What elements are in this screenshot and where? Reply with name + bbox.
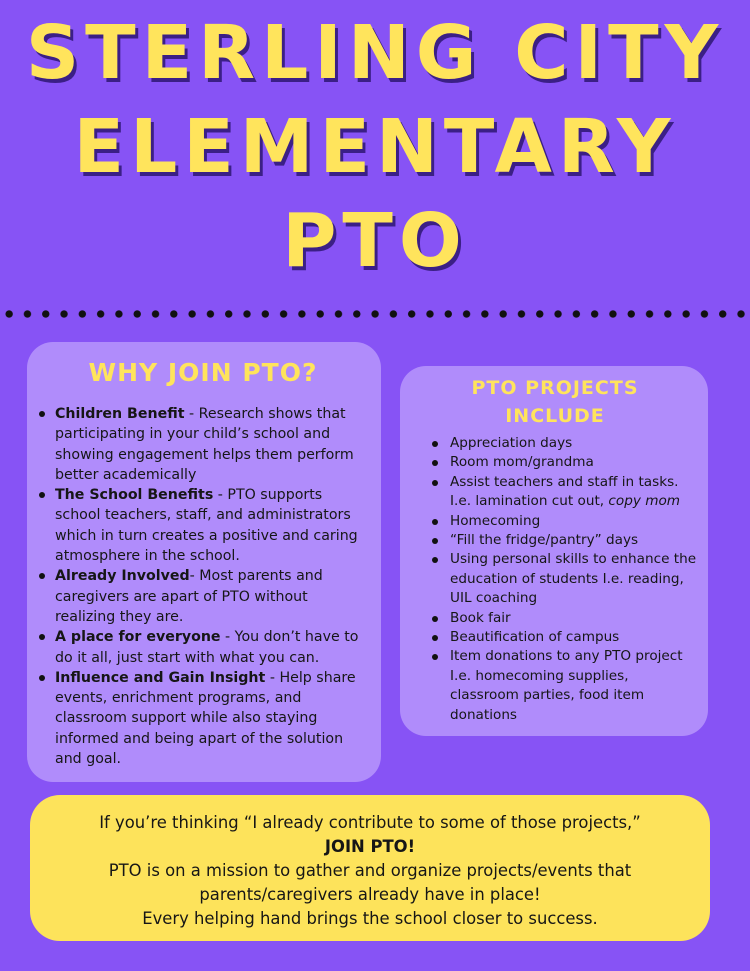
callout-join-pto: JOIN PTO! xyxy=(324,837,416,856)
list-item: Room mom/grandma xyxy=(410,453,700,472)
why-join-list xyxy=(35,404,371,769)
list-item-text: - Most parents and caregivers are apart of PTO without realizing they are. xyxy=(55,568,323,625)
list-item-bold: Influence and Gain Insight xyxy=(55,669,266,686)
title-line-3: PTO xyxy=(282,198,468,284)
list-item-bold: The School Benefits xyxy=(55,487,214,504)
callout-line-4: Every helping hand brings the school closer to success. xyxy=(142,909,598,928)
list-item xyxy=(35,668,371,769)
callout-line-3: PTO is on a mission to gather and organize projects/events that parents/caregivers already have in place! xyxy=(108,861,632,904)
list-item: Using personal skills to enhance the education of students I.e. reading, UIL coaching xyxy=(410,550,700,608)
list-item xyxy=(35,566,371,627)
list-item xyxy=(35,627,371,668)
projects-list xyxy=(410,434,700,725)
list-item: “Fill the fridge/pantry” days xyxy=(410,531,700,550)
title-line-2: ELEMENTARY xyxy=(73,104,677,190)
why-join-card xyxy=(27,342,381,782)
list-item: Homecoming xyxy=(410,512,700,531)
projects-heading-line-1: PTO PROJECTS xyxy=(471,377,639,399)
list-item-bold: Already Involved xyxy=(55,568,190,585)
dotted-divider xyxy=(0,308,750,320)
projects-heading xyxy=(410,374,700,430)
list-item: Item donations to any PTO project I.e. homecoming supplies, classroom parties, food item donations xyxy=(410,647,700,725)
list-item-italic: copy mom xyxy=(608,493,681,510)
list-item xyxy=(35,404,371,485)
list-item-text: - Help share events, enrichment programs, and classroom support while also staying informed and being apart of the solution and goal. xyxy=(55,669,356,768)
projects-heading-line-2: INCLUDE xyxy=(505,405,605,427)
list-item-bold: Children Benefit xyxy=(55,406,185,422)
list-item-text: - Research shows that participating in your child’s school and showing engagement helps them perform better academically xyxy=(55,406,354,483)
callout-line-1: If you’re thinking “I already contribute to some of those projects,” xyxy=(99,813,641,832)
list-item-text: Assist teachers and staff in tasks. I.e. lamination cut out, xyxy=(450,473,679,510)
list-item-text: - PTO supports school teachers, staff, and administrators which in turn creates a positive and caring atmosphere in the school. xyxy=(55,487,358,565)
list-item-text: - You don’t have to do it all, just start with what you can. xyxy=(55,629,359,666)
list-item: Book fair xyxy=(410,609,700,628)
list-item xyxy=(410,473,700,512)
join-callout xyxy=(30,795,710,941)
title-line-1: STERLING CITY xyxy=(25,10,725,96)
list-item-bold: A place for everyone xyxy=(55,629,221,646)
list-item: Appreciation days xyxy=(410,434,700,453)
why-join-heading: WHY JOIN PTO? xyxy=(88,358,318,387)
list-item: Beautification of campus xyxy=(410,628,700,647)
projects-card xyxy=(400,366,708,736)
flyer-title xyxy=(0,6,750,288)
list-item xyxy=(35,485,371,566)
